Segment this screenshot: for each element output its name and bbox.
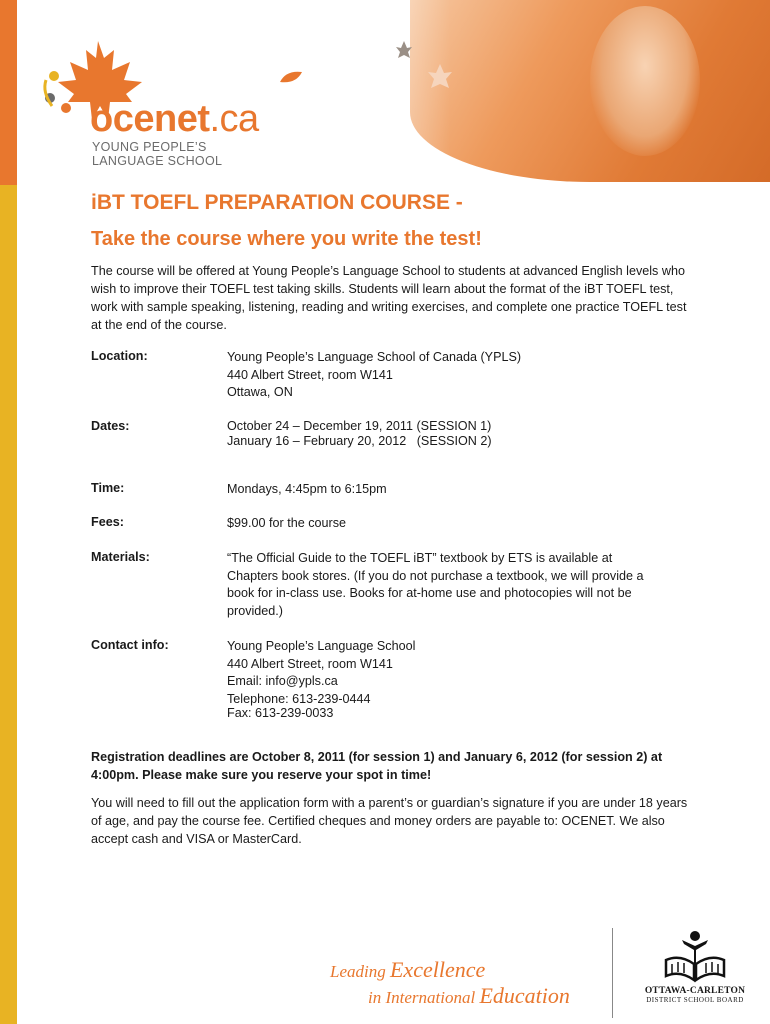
brand-name: ocenet	[90, 98, 210, 140]
time-value: Mondays, 4:45pm to 6:15pm	[227, 482, 387, 496]
student-portrait	[590, 6, 700, 156]
contact-fax: Fax: 613-239-0033	[227, 706, 334, 720]
location-line: Young People’s Language School of Canada (YPLS)	[227, 350, 522, 364]
dates-label: Dates:	[91, 419, 130, 433]
location-label: Location:	[91, 349, 148, 363]
contact-value	[227, 638, 667, 723]
left-gold-stripe	[0, 185, 17, 1024]
materials-value: “The Official Guide to the TOEFL iBT” textbook by ETS is available at Chapters book stores. (If you do not purchase a textbook, we will provide a book for in-class use. Books for at-home use and photocopies will not be provided.)	[227, 551, 644, 618]
school-board-logo	[640, 930, 750, 1020]
school-name-line2: LANGUAGE SCHOOL	[92, 154, 223, 168]
date-line: October 24 – December 19, 2011 (SESSION 1)	[227, 419, 492, 433]
fees-label: Fees:	[91, 515, 124, 529]
intro-paragraph: The course will be offered at Young People’s Language School to students at advanced English levels who wish to improve their TOEFL test taking skills. Students will learn about the format of the iBT TOEFL test, work with sample speaking, listening, reading and writing exercises, and complete one practice TOEFL test at the end of the course.	[91, 264, 687, 332]
left-orange-stripe	[0, 0, 17, 185]
contact-line: Young People’s Language School	[227, 639, 416, 653]
tagline-excellence: Excellence	[389, 957, 486, 982]
materials-label: Materials:	[91, 550, 150, 564]
footer-tagline	[330, 958, 600, 1010]
date-line: January 16 – February 20, 2012 (SESSION 2)	[227, 434, 492, 448]
school-name-line1: YOUNG PEOPLE’S	[92, 140, 207, 154]
contact-line: 440 Albert Street, room W141	[227, 656, 393, 671]
fees-value: $99.00 for the course	[227, 516, 347, 530]
page-title: iBT TOEFL PREPARATION COURSE -	[91, 191, 463, 214]
header-photo-banner	[410, 0, 770, 182]
tagline-education: Education	[479, 983, 570, 1008]
contact-email: Email: info@ypls.ca	[227, 674, 338, 688]
location-line: 440 Albert Street, room W141	[227, 367, 393, 382]
brand-tld: .ca	[209, 98, 259, 140]
application-note: You will need to fill out the application form with a parent’s or guardian’s signature if you are under 18 years of age, and pay the course fee. Certified cheques and money orders are payable to: OCENET. We also accept cash and VISA or MasterCard.	[91, 796, 688, 846]
page-subtitle: Take the course where you write the test!	[91, 228, 482, 250]
school-name	[92, 140, 222, 168]
time-label: Time:	[91, 481, 125, 495]
board-name-line1: OTTAWA-CARLETON	[644, 986, 746, 996]
floating-leaf-small-icon	[395, 40, 413, 62]
brand-wordmark	[90, 100, 259, 138]
contact-phone: Telephone: 613-239-0444	[227, 691, 371, 706]
board-name-line2: DISTRICT SCHOOL BOARD	[646, 996, 744, 1004]
location-value	[227, 349, 667, 402]
tagline-in-international: in International	[368, 988, 476, 1007]
floating-leaf-icon	[278, 68, 304, 88]
location-line: Ottawa, ON	[227, 385, 293, 399]
footer-divider	[612, 928, 613, 1018]
dates-value	[227, 419, 667, 449]
registration-deadline: Registration deadlines are October 8, 2011 (for session 1) and January 6, 2012 (for session 2) at 4:00pm. Please make sure you reserve your spot in time!	[91, 750, 663, 782]
header-photo-fade	[270, 0, 450, 182]
tagline-leading: Leading	[330, 962, 386, 981]
floating-leaf-faded-icon	[425, 62, 455, 92]
contact-label: Contact info:	[91, 638, 169, 652]
book-figure-icon	[660, 930, 730, 984]
